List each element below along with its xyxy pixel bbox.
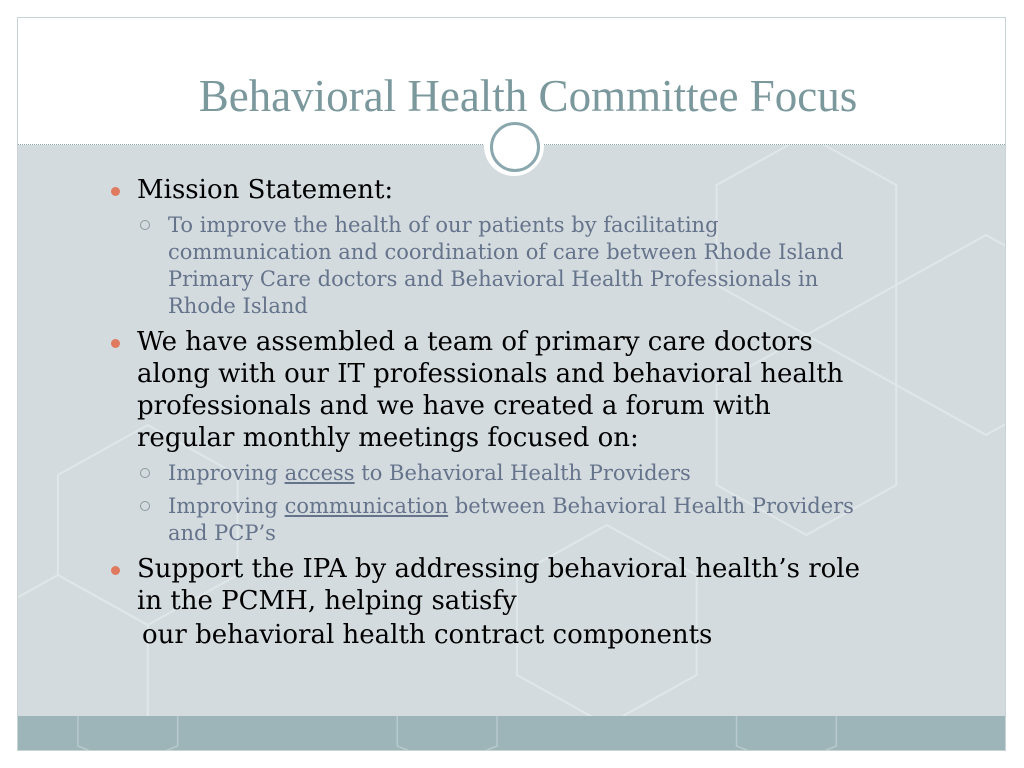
sub-bullet-text-after: to Behavioral Health Providers [354,461,691,485]
bullet-team [108,326,868,547]
slide [17,17,1006,751]
sub-bullet-text-before: Improving [168,494,285,518]
slide-title: Behavioral Health Committee Focus [198,71,858,121]
sub-bullet-list [137,460,868,547]
sub-bullet-text-after: between Behavioral Health Providers and PCP’s [168,494,854,545]
underlined-communication: communication [284,494,449,518]
sub-bullet-text-before: Improving [168,461,285,485]
bullet-support-ipa [108,553,868,617]
sub-bullet-mission-statement [137,212,868,320]
bullet-text: We have assembled a team of primary care doctors along with our IT professionals and behavioral health professionals and we have created a forum with regular monthly meetings focused on: [137,327,844,453]
sub-bullet-list [137,212,868,320]
bullet-continuation: our behavioral health contract components [142,620,713,650]
bullet-text: Mission Statement: [137,175,394,205]
sub-bullet-access [137,460,868,487]
bullet-list [108,174,868,617]
divider-ring-ornament [484,116,544,176]
bullet-mission [108,174,868,320]
underlined-access: access [284,461,355,485]
footer-pattern [18,716,1005,751]
bullet-text: Support the IPA by addressing behavioral health’s role in the PCMH, helping satisfy [137,554,860,616]
sub-bullet-text: To improve the health of our patients by facilitating communication and coordination of care between Rhode Island Primary Care doctors and Behavioral Health Professionals in Rhode Island [168,213,844,318]
slide-body [108,174,868,651]
sub-bullet-communication [137,493,868,547]
